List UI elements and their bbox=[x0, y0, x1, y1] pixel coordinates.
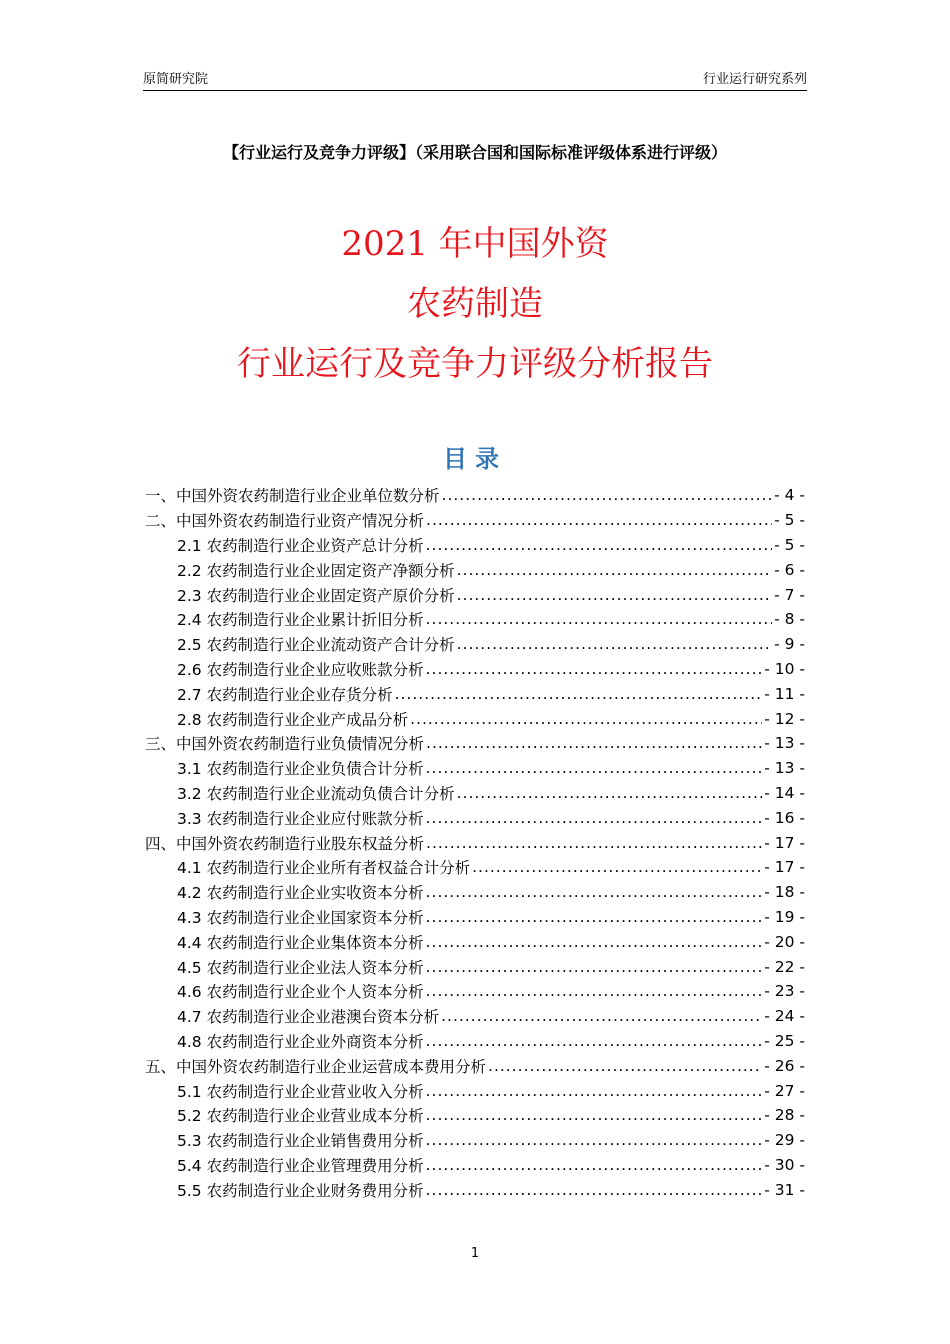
toc-leader-dots bbox=[426, 536, 773, 554]
toc-leader-dots bbox=[426, 660, 763, 678]
toc-heading: 目录 bbox=[443, 445, 507, 473]
toc-entry[interactable] bbox=[145, 1053, 805, 1078]
toc-entry-title: 2.3 农药制造行业企业固定资产原价分析 bbox=[177, 586, 455, 605]
toc-entry[interactable] bbox=[145, 607, 805, 632]
toc-leader-dots bbox=[457, 635, 773, 653]
toc-leader-dots bbox=[426, 933, 763, 951]
table-of-contents bbox=[145, 483, 805, 1202]
toc-entry[interactable] bbox=[145, 954, 805, 979]
toc-entry-title: 4.7 农药制造行业企业港澳台资本分析 bbox=[177, 1008, 440, 1027]
toc-leader-dots bbox=[426, 982, 763, 1000]
report-title bbox=[0, 214, 950, 394]
toc-leader-dots bbox=[426, 1032, 763, 1050]
toc-leader-dots bbox=[426, 809, 763, 827]
toc-entry[interactable] bbox=[145, 706, 805, 731]
toc-entry[interactable] bbox=[145, 905, 805, 930]
toc-entry[interactable] bbox=[145, 929, 805, 954]
toc-entry-title: 5.5 农药制造行业企业财务费用分析 bbox=[177, 1181, 424, 1200]
toc-entry-title: 4.4 农药制造行业企业集体资本分析 bbox=[177, 933, 424, 952]
toc-entry-title: 四、中国外资农药制造行业股东权益分析 bbox=[145, 834, 425, 853]
toc-entry-page: - 5 - bbox=[774, 511, 805, 530]
toc-leader-dots bbox=[457, 561, 773, 579]
toc-entry-page: - 20 - bbox=[764, 932, 805, 951]
toc-entry[interactable] bbox=[145, 632, 805, 657]
toc-leader-dots bbox=[457, 586, 773, 604]
toc-entry-title: 4.1 农药制造行业企业所有者权益合计分析 bbox=[177, 859, 471, 878]
toc-entry[interactable] bbox=[145, 1029, 805, 1054]
header-publisher: 原简研究院 bbox=[143, 72, 209, 87]
toc-entry-page: - 24 - bbox=[764, 1007, 805, 1026]
toc-entry[interactable] bbox=[145, 508, 805, 533]
toc-entry-page: - 12 - bbox=[764, 709, 805, 728]
toc-entry-page: - 8 - bbox=[774, 610, 805, 629]
page-number: 1 bbox=[470, 1246, 480, 1261]
toc-entry[interactable] bbox=[145, 830, 805, 855]
toc-entry-page: - 5 - bbox=[774, 535, 805, 554]
toc-entry[interactable] bbox=[145, 582, 805, 607]
toc-entry-page: - 28 - bbox=[764, 1106, 805, 1125]
title-line-3: 行业运行及竞争力评级分析报告 bbox=[237, 344, 713, 384]
toc-entry-title: 一、中国外资农药制造行业企业单位数分析 bbox=[145, 487, 440, 506]
toc-entry-page: - 13 - bbox=[764, 759, 805, 778]
toc-entry[interactable] bbox=[145, 979, 805, 1004]
toc-leader-dots bbox=[426, 759, 763, 777]
toc-entry-title: 5.4 农药制造行业企业管理费用分析 bbox=[177, 1156, 424, 1175]
toc-entry-title: 3.3 农药制造行业企业应付账款分析 bbox=[177, 809, 424, 828]
toc-entry-title: 5.2 农药制造行业企业营业成本分析 bbox=[177, 1107, 424, 1126]
toc-entry[interactable] bbox=[145, 731, 805, 756]
toc-leader-dots bbox=[426, 883, 763, 901]
toc-entry-title: 三、中国外资农药制造行业负债情况分析 bbox=[145, 735, 425, 754]
toc-entry[interactable] bbox=[145, 880, 805, 905]
toc-entry-page: - 17 - bbox=[764, 858, 805, 877]
toc-entry[interactable] bbox=[145, 805, 805, 830]
toc-leader-dots bbox=[426, 1106, 763, 1124]
toc-leader-dots bbox=[441, 1007, 762, 1025]
toc-entry[interactable] bbox=[145, 533, 805, 558]
toc-leader-dots bbox=[426, 834, 762, 852]
toc-leader-dots bbox=[457, 784, 763, 802]
toc-entry-title: 二、中国外资农药制造行业资产情况分析 bbox=[145, 512, 425, 531]
toc-entry-title: 5.1 农药制造行业企业营业收入分析 bbox=[177, 1082, 424, 1101]
toc-entry-title: 3.1 农药制造行业企业负债合计分析 bbox=[177, 760, 424, 779]
toc-leader-dots bbox=[442, 486, 773, 504]
toc-entry-page: - 30 - bbox=[764, 1155, 805, 1174]
toc-leader-dots bbox=[426, 1131, 763, 1149]
toc-leader-dots bbox=[426, 734, 762, 752]
toc-entry[interactable] bbox=[145, 1004, 805, 1029]
toc-entry-page: - 9 - bbox=[774, 635, 805, 654]
toc-entry[interactable] bbox=[145, 1177, 805, 1202]
toc-entry-title: 2.8 农药制造行业企业产成品分析 bbox=[177, 710, 409, 729]
toc-entry-title: 五、中国外资农药制造行业企业运营成本费用分析 bbox=[145, 1057, 487, 1076]
toc-entry[interactable] bbox=[145, 1153, 805, 1178]
toc-entry-title: 2.2 农药制造行业企业固定资产净额分析 bbox=[177, 561, 455, 580]
toc-leader-dots bbox=[426, 511, 772, 529]
toc-entry-title: 2.5 农药制造行业企业流动资产合计分析 bbox=[177, 636, 455, 655]
toc-entry-title: 4.6 农药制造行业企业个人资本分析 bbox=[177, 983, 424, 1002]
toc-entry[interactable] bbox=[145, 781, 805, 806]
toc-entry-page: - 23 - bbox=[764, 982, 805, 1001]
toc-entry-page: - 18 - bbox=[764, 883, 805, 902]
toc-leader-dots bbox=[395, 685, 763, 703]
toc-entry-title: 4.8 农药制造行业企业外商资本分析 bbox=[177, 1032, 424, 1051]
toc-entry-title: 5.3 农药制造行业企业销售费用分析 bbox=[177, 1132, 424, 1151]
toc-entry-page: - 13 - bbox=[764, 734, 805, 753]
toc-leader-dots bbox=[426, 1181, 763, 1199]
toc-entry-title: 4.3 农药制造行业企业国家资本分析 bbox=[177, 908, 424, 927]
toc-leader-dots bbox=[472, 858, 762, 876]
toc-entry-page: - 31 - bbox=[764, 1180, 805, 1199]
toc-entry-page: - 4 - bbox=[774, 486, 805, 505]
header-series: 行业运行研究系列 bbox=[702, 72, 807, 87]
toc-entry[interactable] bbox=[145, 1078, 805, 1103]
toc-entry-title: 4.5 农药制造行业企业法人资本分析 bbox=[177, 958, 424, 977]
toc-entry-page: - 7 - bbox=[774, 585, 805, 604]
toc-leader-dots bbox=[426, 610, 773, 628]
toc-entry-title: 2.7 农药制造行业企业存货分析 bbox=[177, 685, 393, 704]
toc-entry[interactable] bbox=[145, 855, 805, 880]
toc-leader-dots bbox=[426, 1082, 763, 1100]
title-line-2: 农药制造 bbox=[407, 284, 543, 324]
toc-entry-page: - 25 - bbox=[764, 1031, 805, 1050]
rating-statement: 【行业运行及竞争力评级】（采用联合国和国际标准评级体系进行评级） bbox=[222, 143, 727, 162]
toc-entry-title: 2.4 农药制造行业企业累计折旧分析 bbox=[177, 611, 424, 630]
toc-entry-page: - 29 - bbox=[764, 1131, 805, 1150]
page-header bbox=[143, 66, 807, 91]
toc-leader-dots bbox=[488, 1057, 762, 1075]
toc-entry-page: - 16 - bbox=[764, 808, 805, 827]
toc-entry-page: - 19 - bbox=[764, 907, 805, 926]
toc-entry-title: 2.1 农药制造行业企业资产总计分析 bbox=[177, 536, 424, 555]
toc-entry-page: - 22 - bbox=[764, 957, 805, 976]
toc-entry-page: - 10 - bbox=[764, 659, 805, 678]
toc-entry-page: - 27 - bbox=[764, 1081, 805, 1100]
toc-entry-page: - 6 - bbox=[774, 560, 805, 579]
toc-leader-dots bbox=[410, 710, 762, 728]
toc-entry[interactable] bbox=[145, 756, 805, 781]
toc-entry-page: - 17 - bbox=[764, 833, 805, 852]
toc-entry-page: - 26 - bbox=[764, 1056, 805, 1075]
toc-entry[interactable] bbox=[145, 557, 805, 582]
toc-entry-title: 3.2 农药制造行业企业流动负债合计分析 bbox=[177, 784, 455, 803]
toc-entry[interactable] bbox=[145, 483, 805, 508]
toc-leader-dots bbox=[426, 908, 763, 926]
toc-entry[interactable] bbox=[145, 1103, 805, 1128]
title-line-1: 2021 年中国外资 bbox=[341, 224, 609, 264]
toc-entry-title: 2.6 农药制造行业企业应收账款分析 bbox=[177, 660, 424, 679]
toc-leader-dots bbox=[426, 958, 763, 976]
toc-entry[interactable] bbox=[145, 657, 805, 682]
toc-entry-page: - 11 - bbox=[764, 684, 805, 703]
toc-entry-page: - 14 - bbox=[764, 783, 805, 802]
toc-entry[interactable] bbox=[145, 1128, 805, 1153]
toc-entry[interactable] bbox=[145, 681, 805, 706]
toc-entry-title: 4.2 农药制造行业企业实收资本分析 bbox=[177, 884, 424, 903]
toc-leader-dots bbox=[426, 1156, 763, 1174]
